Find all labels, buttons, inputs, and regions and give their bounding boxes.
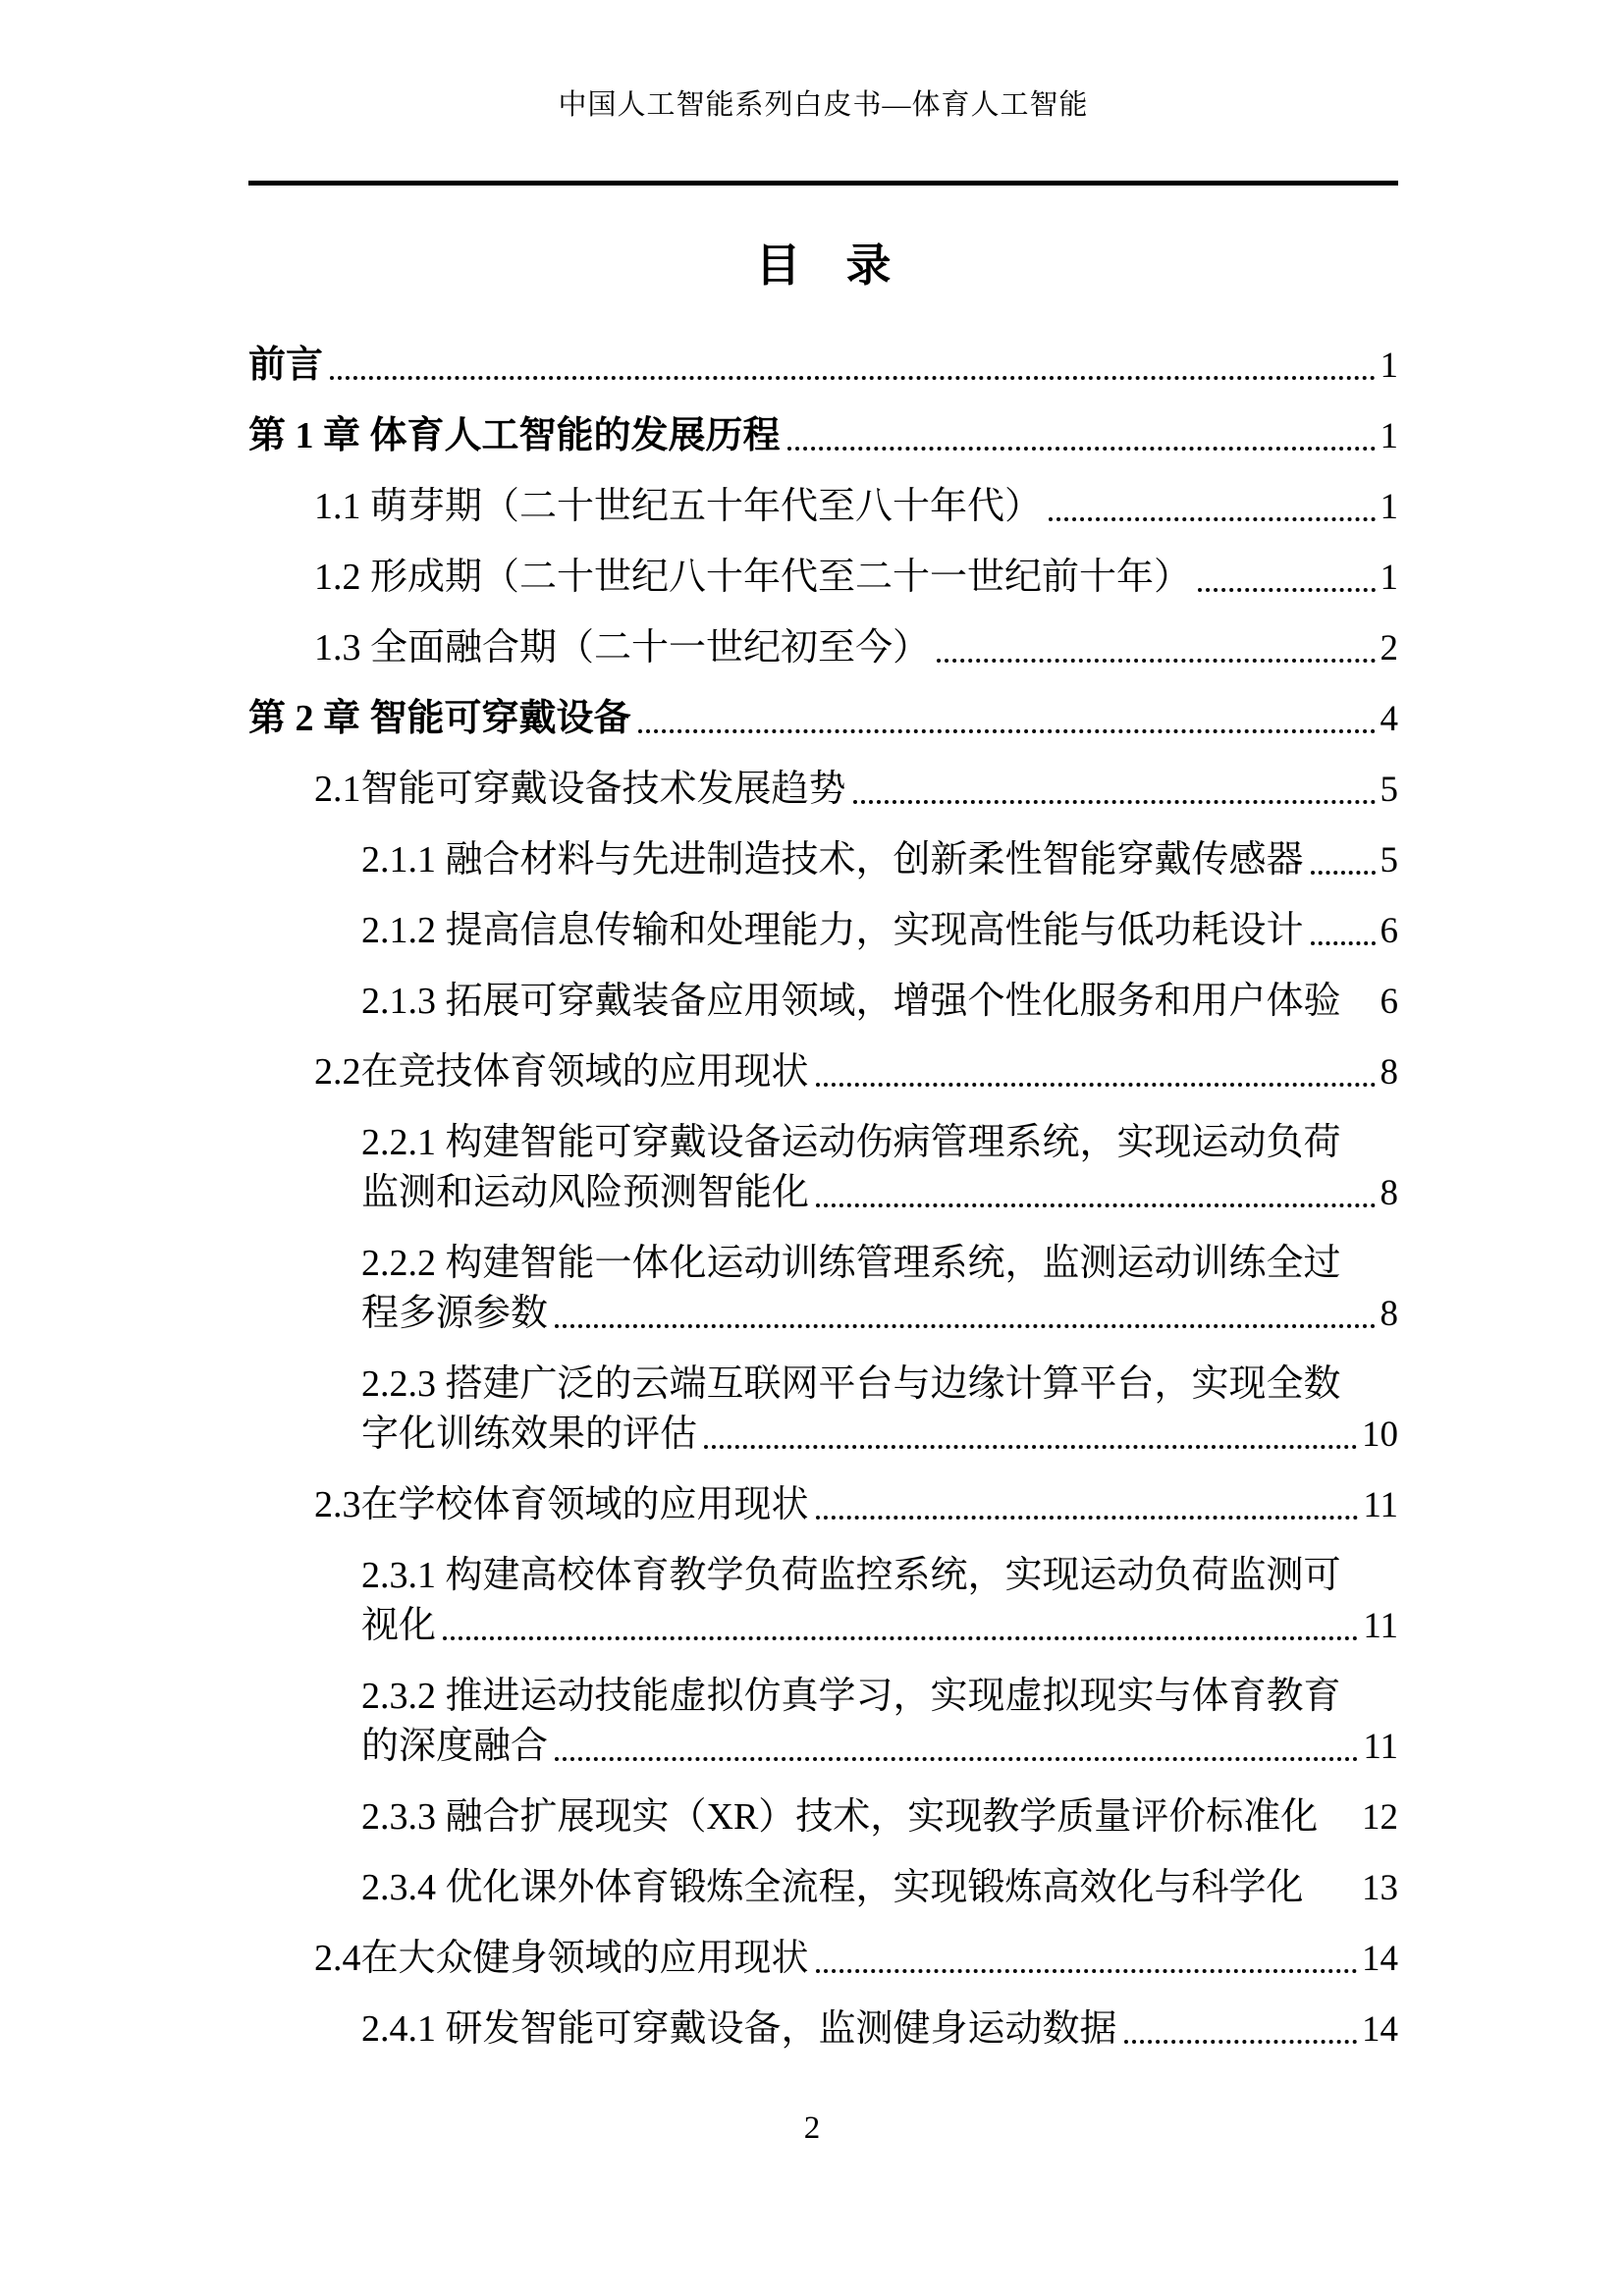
- header-divider: [248, 181, 1398, 186]
- toc-page-number: 8: [1380, 1294, 1398, 1334]
- toc-entry-text: 2.3.2 推进运动技能虚拟仿真学习，实现虚拟现实与体育教育: [361, 1676, 1341, 1717]
- footer-page-number: 2: [803, 2110, 821, 2146]
- toc-page-number: 14: [1362, 1939, 1398, 1979]
- toc-entry-text: 监测和运动风险预测智能化: [361, 1172, 810, 1213]
- toc-page-number: 2: [1380, 628, 1398, 668]
- dot-leader: [1198, 588, 1375, 592]
- toc-entry: [314, 1047, 1398, 1097]
- toc-page-number: 8: [1380, 1173, 1398, 1213]
- toc-page-number: 11: [1363, 1485, 1398, 1525]
- page-title: 目 录: [755, 240, 892, 291]
- toc-page-number: 4: [1380, 699, 1398, 739]
- dot-leader: [1348, 1012, 1376, 1016]
- toc-entry: [361, 1118, 1398, 1218]
- toc-entry-text: 1.3 全面融合期（二十一世纪初至今）: [314, 627, 931, 668]
- toc-entry: [361, 1551, 1398, 1651]
- toc-entry: [314, 1934, 1398, 1984]
- toc-entry-text: 2.2在竞技体育领域的应用现状: [314, 1051, 809, 1093]
- toc-entry: [361, 835, 1398, 885]
- dot-leader: [443, 1636, 1358, 1640]
- dot-leader: [787, 447, 1376, 451]
- toc-entry-text: 1.2 形成期（二十世纪八十年代至二十一世纪前十年）: [314, 557, 1192, 598]
- dot-leader: [816, 1516, 1359, 1520]
- dot-leader: [1311, 941, 1376, 945]
- dot-leader: [937, 659, 1375, 663]
- toc-entry-text: 前言: [248, 345, 324, 386]
- toc-page-number: 12: [1362, 1797, 1398, 1838]
- toc-entry: [361, 1672, 1398, 1772]
- table-of-contents: [248, 341, 1398, 2055]
- toc-page-number: 5: [1380, 840, 1398, 881]
- toc-entry-text: 2.2.2 构建智能一体化运动训练管理系统，监测运动训练全过: [361, 1243, 1341, 1284]
- toc-entry: [314, 623, 1398, 673]
- toc-page-number: 10: [1362, 1415, 1398, 1455]
- toc-entry: [314, 482, 1398, 532]
- toc-page-number: 11: [1363, 1606, 1398, 1646]
- toc-entry: [248, 341, 1398, 391]
- dot-leader: [816, 1969, 1357, 1973]
- toc-entry-text: 2.1.2 提高信息传输和处理能力，实现高性能与低功耗设计: [361, 910, 1304, 951]
- toc-page-number: 13: [1362, 1868, 1398, 1908]
- toc-entry-text: 2.3.4 优化课外体育锻炼全流程，实现锻炼高效化与科学化: [361, 1867, 1304, 1908]
- toc-page-number: 14: [1362, 2009, 1398, 2050]
- toc-entry: [314, 1480, 1398, 1530]
- toc-page-number: 8: [1380, 1052, 1398, 1093]
- toc-entry-text: 2.1.3 拓展可穿戴装备应用领域，增强个性化服务和用户体验: [361, 981, 1341, 1022]
- dot-leader: [704, 1445, 1357, 1449]
- toc-entry: [361, 1239, 1398, 1339]
- toc-entry-text: 程多源参数: [361, 1293, 549, 1334]
- dot-leader: [1124, 2040, 1357, 2044]
- dot-leader: [853, 800, 1376, 804]
- dot-leader: [555, 1757, 1358, 1761]
- dot-leader: [1311, 1898, 1357, 1902]
- toc-page-number: 1: [1380, 346, 1398, 386]
- toc-entry: [314, 765, 1398, 815]
- toc-entry-text: 2.4在大众健身领域的应用现状: [314, 1938, 809, 1979]
- dot-leader: [555, 1324, 1375, 1328]
- toc-entry: [361, 2004, 1398, 2055]
- toc-entry-text: 的深度融合: [361, 1726, 549, 1767]
- toc-entry-text: 视化: [361, 1605, 437, 1646]
- toc-entry: [361, 906, 1398, 956]
- toc-entry: [361, 1863, 1398, 1913]
- toc-entry-text: 2.1智能可穿戴设备技术发展趋势: [314, 769, 846, 810]
- dot-leader: [1049, 517, 1375, 521]
- dot-leader: [638, 729, 1376, 733]
- dot-leader: [1311, 871, 1376, 875]
- toc-entry: [314, 553, 1398, 603]
- page-header-title: 中国人工智能系列白皮书—体育人工智能: [558, 89, 1089, 121]
- dot-leader: [816, 1083, 1376, 1087]
- toc-entry-text: 字化训练效果的评估: [361, 1414, 698, 1455]
- toc-entry-text: 第 1 章 体育人工智能的发展历程: [248, 415, 781, 456]
- toc-page-number: 6: [1380, 911, 1398, 951]
- toc-entry: [361, 977, 1398, 1027]
- toc-entry-text: 2.2.1 构建智能可穿戴设备运动伤病管理系统，实现运动负荷: [361, 1122, 1341, 1163]
- toc-entry-text: 第 2 章 智能可穿戴设备: [248, 698, 631, 739]
- toc-page-number: 1: [1380, 558, 1398, 598]
- dot-leader: [816, 1203, 1375, 1207]
- toc-entry-text: 2.1.1 融合材料与先进制造技术，创新柔性智能穿戴传感器: [361, 839, 1304, 881]
- toc-entry-text: 2.4.1 研发智能可穿戴设备，监测健身运动数据: [361, 2008, 1117, 2050]
- dot-leader: [1325, 1828, 1357, 1832]
- toc-entry-text: 2.3.1 构建高校体育教学负荷监控系统，实现运动负荷监测可: [361, 1555, 1341, 1596]
- toc-entry-text: 1.1 萌芽期（二十世纪五十年代至八十年代）: [314, 486, 1043, 527]
- toc-page-number: 1: [1380, 487, 1398, 527]
- toc-page-number: 11: [1363, 1727, 1398, 1767]
- toc-entry-text: 2.3在学校体育领域的应用现状: [314, 1484, 809, 1525]
- toc-page-number: 5: [1380, 770, 1398, 810]
- footer: [0, 2110, 1624, 2147]
- toc-entry-text: 2.3.3 融合扩展现实（XR）技术，实现教学质量评价标准化: [361, 1796, 1319, 1838]
- toc-page-number: 6: [1380, 982, 1398, 1022]
- toc-entry: [248, 411, 1398, 461]
- toc-entry: [361, 1792, 1398, 1842]
- toc-entry: [361, 1360, 1398, 1460]
- toc-page-number: 1: [1380, 416, 1398, 456]
- toc-entry-text: 2.2.3 搭建广泛的云端互联网平台与边缘计算平台，实现全数: [361, 1363, 1341, 1405]
- document-page: [248, 0, 1398, 2055]
- toc-entry: [248, 694, 1398, 744]
- dot-leader: [330, 376, 1375, 380]
